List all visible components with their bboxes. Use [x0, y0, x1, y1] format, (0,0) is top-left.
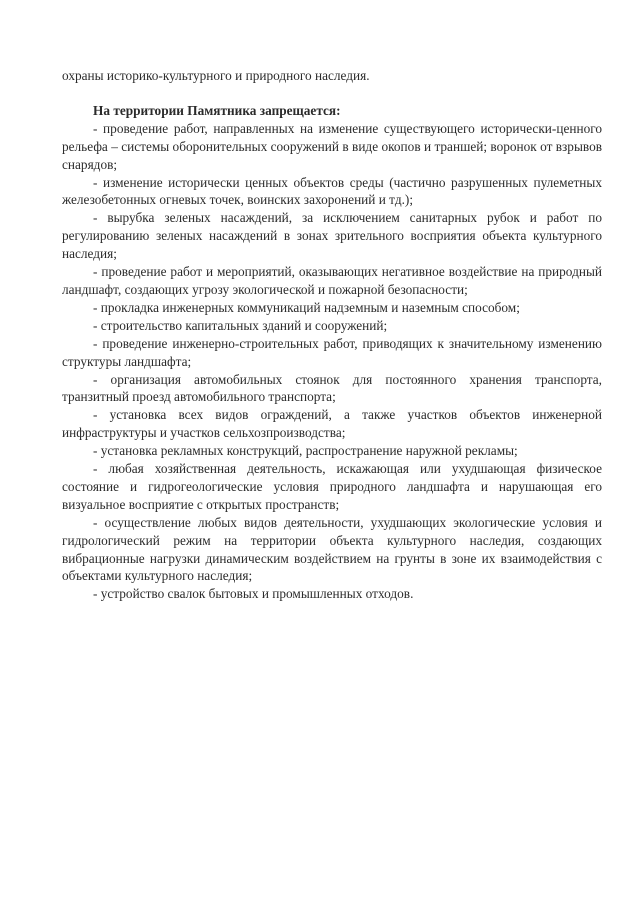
prohibition-item: - любая хозяйственная деятельность, искажающая или ухудшающая физическое состояние и гидрогеологические условия природного ландшафта и нарушающая его визуальное восприятие с открытых пространств; — [62, 461, 602, 512]
intro-paragraph: охраны историко-культурного и природного наследия. — [62, 68, 370, 83]
prohibition-item: - изменение исторически ценных объектов среды (частично разрушенных пулеметных железобетонных огневых точек, воинских захоронений и тд.); — [62, 174, 602, 208]
prohibition-item: - проведение инженерно-строительных работ, приводящих к значительному изменению структуры ландшафта; — [62, 335, 602, 369]
prohibition-item: - прокладка инженерных коммуникаций надземным и наземным способом; — [93, 299, 520, 315]
prohibition-item: - установка рекламных конструкций, распространение наружной рекламы; — [93, 443, 518, 459]
prohibition-item: - организация автомобильных стоянок для постоянного хранения транспорта, транзитный проезд автомобильного транспорта; — [62, 371, 602, 405]
document-page — [62, 67, 602, 603]
prohibition-item: - вырубка зеленых насаждений, за исключением санитарных рубок и работ по регулированию зеленых насаждений в зонах зрительного восприятия объекта культурного наследия; — [62, 210, 602, 262]
prohibition-item: - устройство свалок бытовых и промышленных отходов. — [93, 586, 414, 602]
prohibition-item: - проведение работ и мероприятий, оказывающих негативное воздействие на природный ландшафт, создающих угрозу экологической и пожарной безопасности; — [62, 264, 602, 297]
prohibition-item: - осуществление любых видов деятельности, ухудшающих экологические условия и гидрологический режим на территории объекта культурного наследия, создающих вибрационные нагрузки динамическим воздействием на грунты в зоне их взаимодействия с объектами культурного наследия; — [62, 514, 602, 584]
prohibition-item: - строительство капитальных зданий и сооружений; — [93, 317, 388, 333]
prohibition-item: - проведение работ, направленных на изменение существующего исторически-ценного рельефа – системы оборонительных сооружений в виде окопов и траншей; воронок от взрывов снарядов; — [62, 120, 602, 172]
prohibition-item: - установка всех видов ограждений, а также участков объектов инженерной инфраструктуры и участков сельхозпроизводства; — [62, 407, 602, 441]
prohibitions-heading: На территории Памятника запрещается: — [93, 102, 341, 118]
